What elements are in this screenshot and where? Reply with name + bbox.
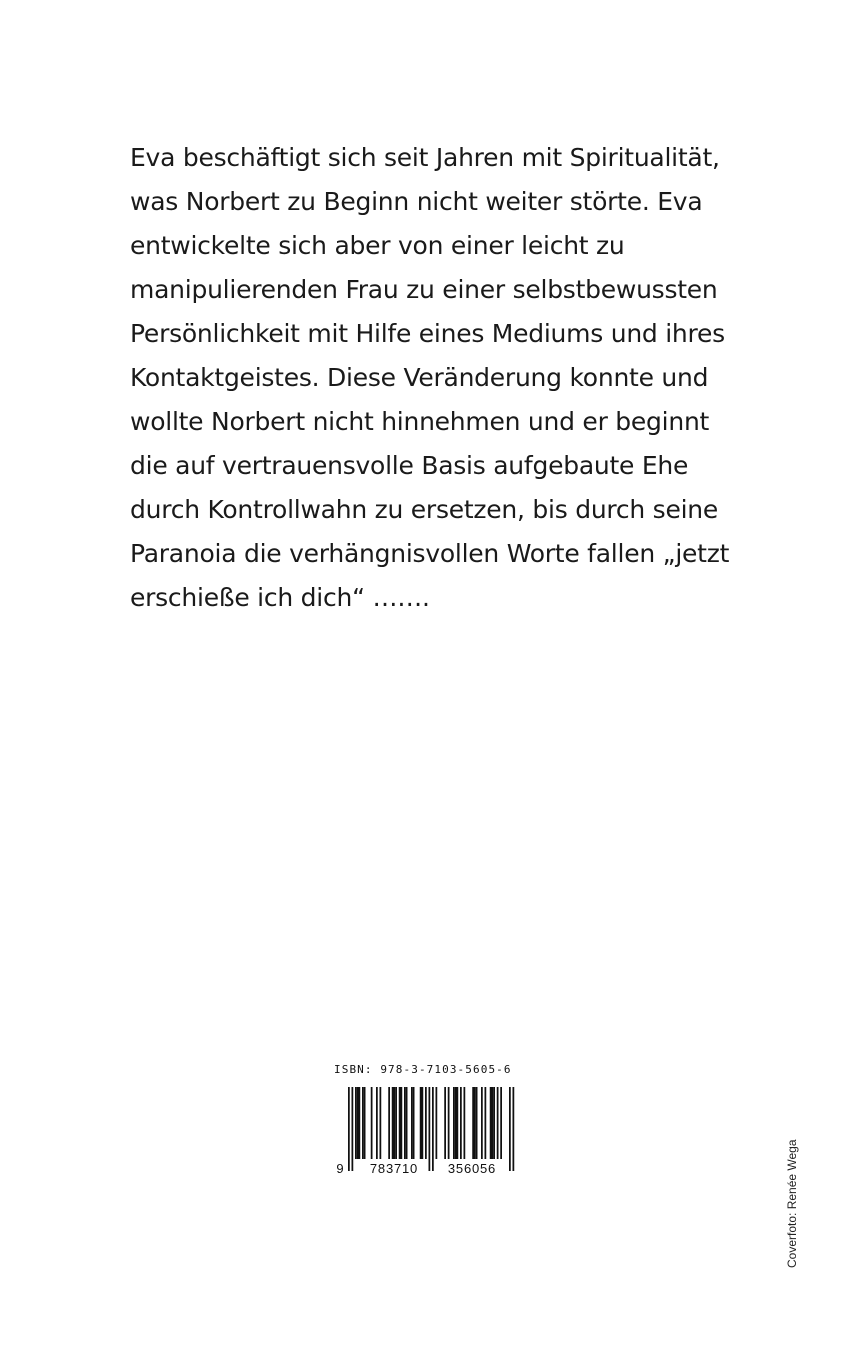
barcode-bar xyxy=(392,1087,394,1159)
barcode-bar xyxy=(359,1087,361,1159)
blurb-line: manipulierenden Frau zu einer selbstbewussten xyxy=(130,275,718,304)
barcode-bar xyxy=(453,1087,455,1159)
blurb-line: wollte Norbert nicht hinnehmen und er beginnt xyxy=(130,407,710,436)
barcode-bar xyxy=(413,1087,415,1159)
barcode-bar xyxy=(436,1087,438,1159)
barcode-bar xyxy=(380,1087,382,1159)
barcode-bar xyxy=(455,1087,457,1159)
barcode-bar xyxy=(404,1087,406,1159)
barcode-bar xyxy=(362,1087,364,1159)
blurb-line: Eva beschäftigt sich seit Jahren mit Spiritualität, xyxy=(130,143,720,172)
barcode-bar xyxy=(425,1087,427,1159)
barcode-bar xyxy=(493,1087,495,1159)
blurb-line: entwickelte sich aber von einer leicht zu xyxy=(130,231,625,260)
barcode-guard-bar xyxy=(429,1087,431,1171)
barcode-bar xyxy=(457,1087,459,1159)
barcode-bar xyxy=(474,1087,476,1159)
barcode-bar xyxy=(492,1087,494,1159)
barcode-bar xyxy=(355,1087,357,1159)
barcode-digit-lead: 9 xyxy=(336,1161,344,1175)
cover-photo-credit: Coverfoto: Renée Wega xyxy=(785,1139,799,1268)
barcode-digits-left: 783710 xyxy=(369,1161,419,1175)
barcode-bar xyxy=(401,1087,403,1159)
barcode-bar xyxy=(500,1087,502,1159)
isbn-barcode-block xyxy=(334,1063,524,1175)
barcode-bar xyxy=(464,1087,466,1159)
barcode-bar xyxy=(490,1087,492,1159)
barcode-bar xyxy=(406,1087,408,1159)
barcode-bar xyxy=(476,1087,478,1159)
blurb-line: Persönlichkeit mit Hilfe eines Mediums und ihres xyxy=(130,319,725,348)
blurb-line: erschieße ich dich“ ……. xyxy=(130,583,430,612)
barcode-bar xyxy=(394,1087,396,1159)
barcode xyxy=(334,1087,524,1175)
barcode-bar xyxy=(411,1087,413,1159)
blurb-line: die auf vertrauensvolle Basis aufgebaute Ehe xyxy=(130,451,689,480)
barcode-guard-bar xyxy=(513,1087,515,1171)
barcode-guard-bar xyxy=(348,1087,350,1171)
blurb-line: durch Kontrollwahn zu ersetzen, bis durch seine xyxy=(130,495,719,524)
barcode-bar xyxy=(399,1087,401,1159)
barcode-bar xyxy=(388,1087,390,1159)
barcode-bars xyxy=(348,1087,514,1171)
barcode-bar xyxy=(460,1087,462,1159)
isbn-label: ISBN: 978-3-7103-5605-6 xyxy=(334,1063,512,1076)
barcode-bar xyxy=(364,1087,366,1159)
barcode-bar xyxy=(357,1087,359,1159)
barcode-bar xyxy=(376,1087,378,1159)
barcode-bar xyxy=(497,1087,499,1159)
barcode-digits-right: 356056 xyxy=(447,1161,497,1175)
barcode-bar xyxy=(371,1087,373,1159)
barcode-bar xyxy=(481,1087,483,1159)
barcode-bar xyxy=(422,1087,424,1159)
blurb-line: Paranoia die verhängnisvollen Worte fallen „jetzt xyxy=(130,539,730,568)
barcode-guard-bar xyxy=(352,1087,354,1171)
barcode-bar xyxy=(448,1087,450,1159)
barcode-bar xyxy=(444,1087,446,1159)
barcode-guard-bar xyxy=(509,1087,511,1171)
barcode-bar xyxy=(420,1087,422,1159)
blurb-line: Kontaktgeistes. Diese Veränderung konnte und xyxy=(130,363,709,392)
barcode-bar xyxy=(472,1087,474,1159)
back-cover-blurb xyxy=(130,136,750,620)
barcode-bar xyxy=(485,1087,487,1159)
blurb-line: was Norbert zu Beginn nicht weiter störte. Eva xyxy=(130,187,703,216)
barcode-bar xyxy=(395,1087,397,1159)
barcode-guard-bar xyxy=(432,1087,434,1171)
